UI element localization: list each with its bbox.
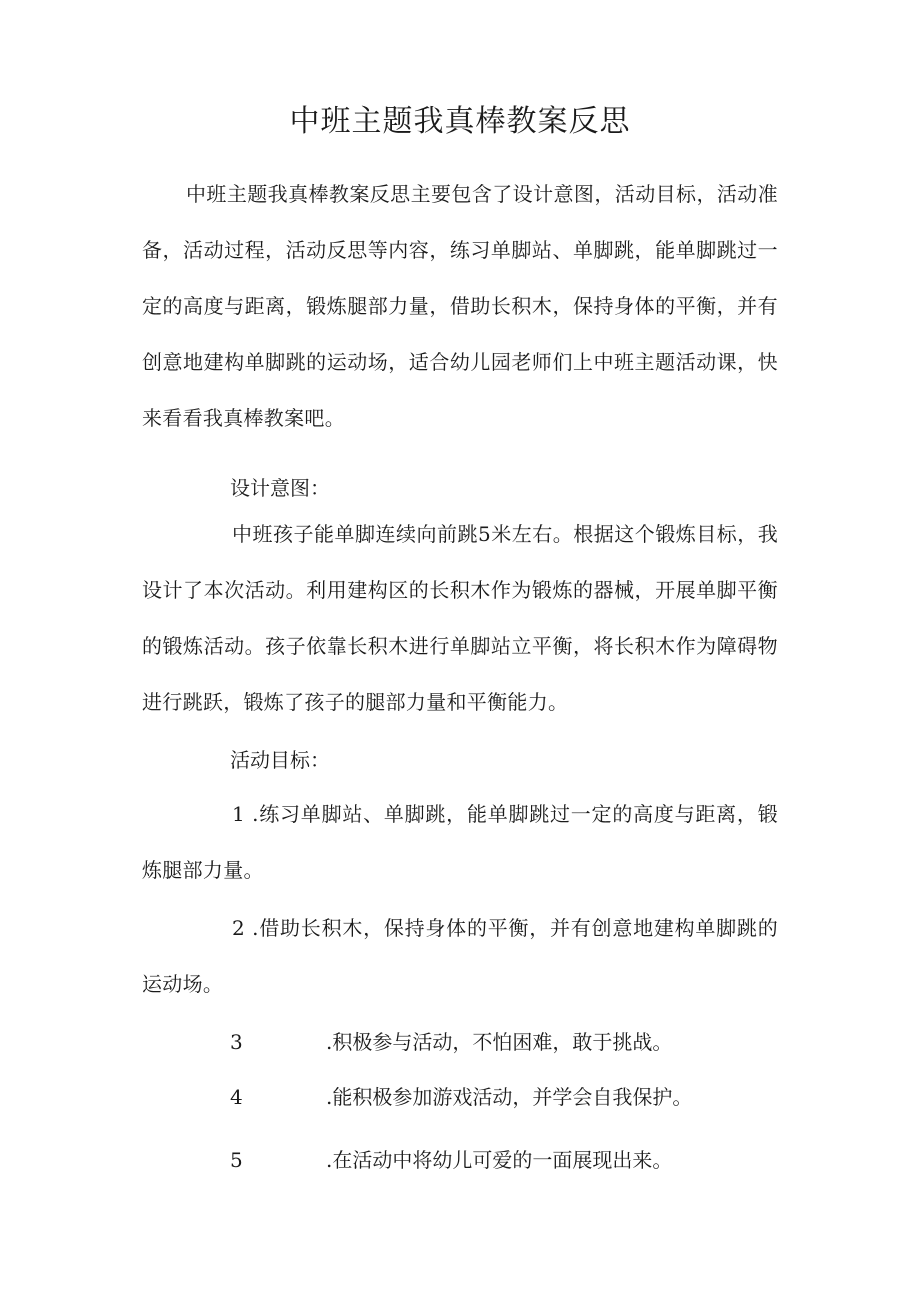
goal-item-5-number: 5 — [230, 1148, 243, 1172]
goal-item-4-number: 4 — [230, 1085, 243, 1109]
goal-item-5-text: .在活动中将幼儿可爱的一面展现出来。 — [326, 1148, 673, 1172]
goal-item-3-number: 3 — [230, 1030, 243, 1054]
goal-item-2: 2 .借助长积木，保持身体的平衡，并有创意地建构单脚跳的运动场。 — [142, 916, 778, 996]
goal-item-3 — [230, 1020, 672, 1064]
goal-item-4 — [230, 1075, 692, 1119]
design-intent-heading: 设计意图： — [230, 476, 330, 500]
document-title: 中班主题我真棒教案反思 — [289, 104, 631, 139]
design-intent-paragraph: 中班孩子能单脚连续向前跳5米左右。根据这个锻炼目标，我设计了本次活动。利用建构区的长积木作为锻炼的器械，开展单脚平衡的锻炼活动。孩子依靠长积木进行单脚站立平衡，将长积木作为障碍物进行跳跃，锻炼了孩子的腿部力量和平衡能力。 — [142, 522, 778, 714]
intro-paragraph: 中班主题我真棒教案反思主要包含了设计意图，活动目标，活动准备，活动过程，活动反思等内容，练习单脚站、单脚跳，能单脚跳过一定的高度与距离，锻炼腿部力量，借助长积木，保持身体的平衡，并有创意地建构单脚跳的运动场，适合幼儿园老师们上中班主题活动课，快来看看我真棒教案吧。 — [142, 182, 778, 430]
goal-item-3-text: .积极参与活动，不怕困难，敢于挑战。 — [326, 1030, 673, 1054]
goal-item-4-text: .能积极参加游戏活动，并学会自我保护。 — [326, 1085, 693, 1109]
goal-item-1: 1 .练习单脚站、单脚跳，能单脚跳过一定的高度与距离，锻炼腿部力量。 — [142, 802, 778, 882]
goal-item-5 — [230, 1138, 672, 1182]
goals-heading: 活动目标： — [230, 748, 330, 772]
